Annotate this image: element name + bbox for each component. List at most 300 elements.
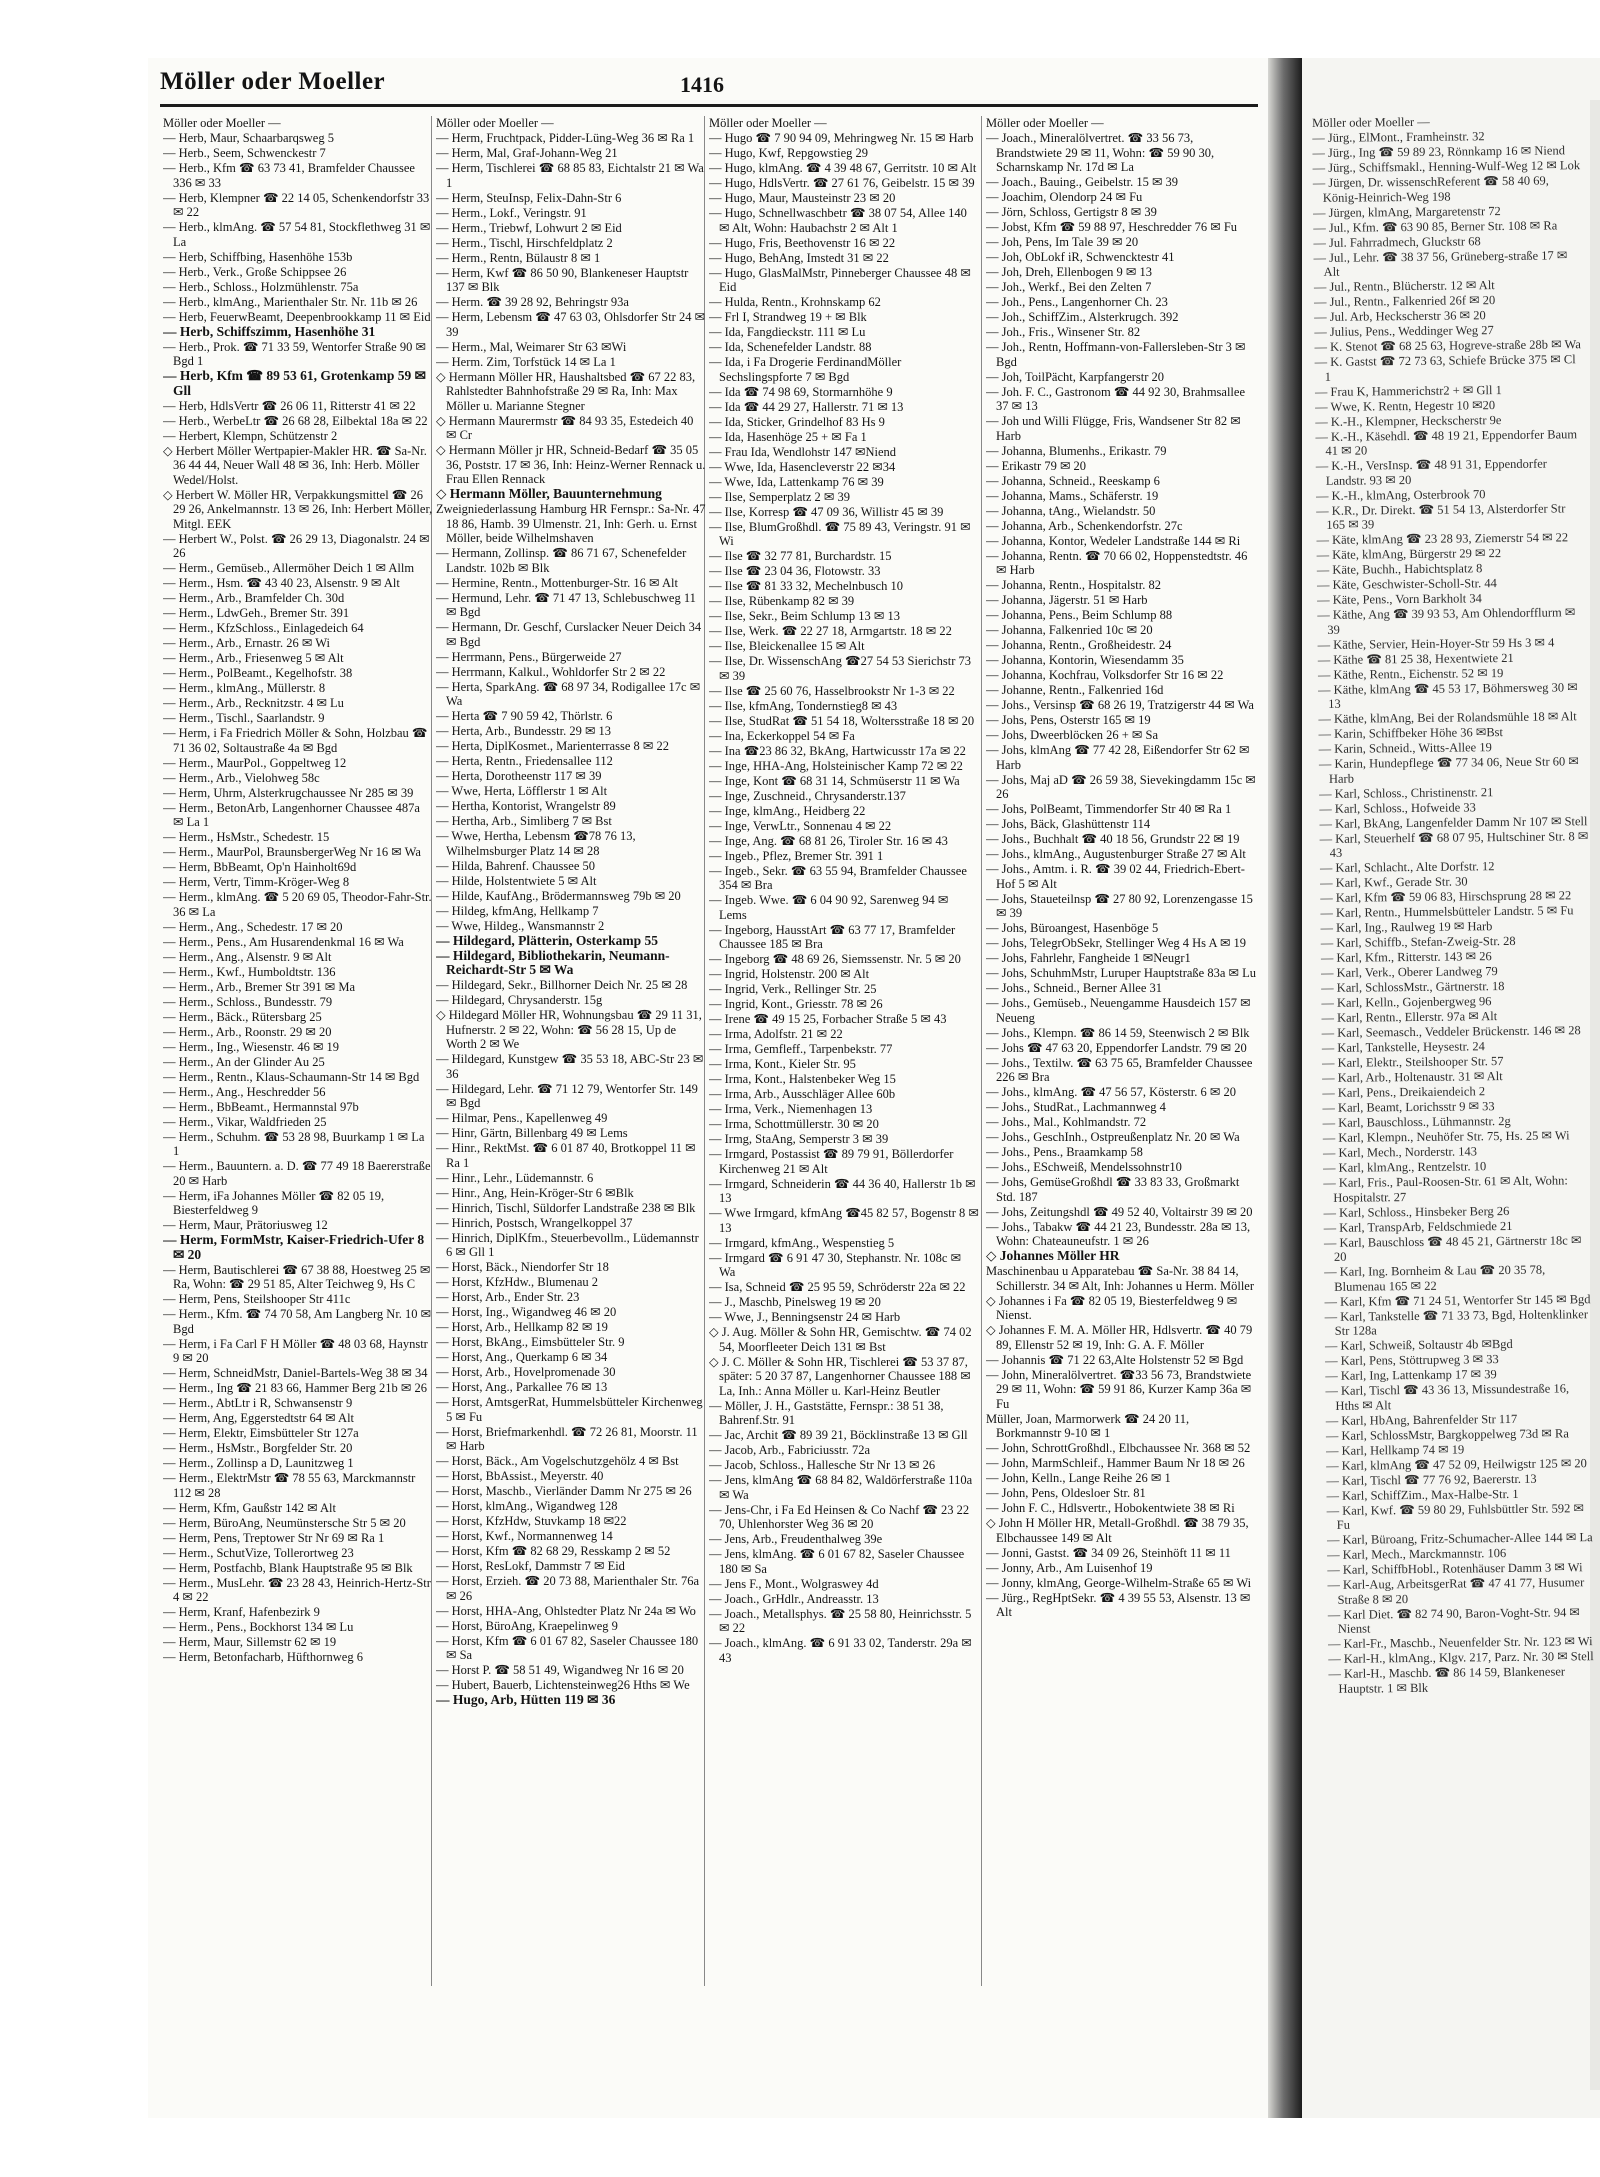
directory-entry: — Johanna, Schneid., Reeskamp 6 [986,473,1160,488]
directory-entry: — Hilde, KaufAng., Brödermannsweg 79b ✉ 20 [436,888,681,903]
directory-entry: — Ilse, BlumGroßhdl. ☎ 75 89 43, Veringstr. 91 ✉ Wi [709,519,971,548]
directory-entry: — Hugo, GlasMalMstr, Pinneberger Chaussee 48 ✉ Eid [709,265,971,294]
directory-entry: — Herm., Arb., Vielohweg 58c [163,770,320,785]
directory-entry: — Herm., KfzSchloss., Einlagedeich 64 [163,621,364,635]
directory-entry: — Herm., Arb., Recknitzstr. 4 ✉ Lu [163,696,344,710]
directory-entry: — Horst, Arb., Ender Str. 23 [436,1290,580,1304]
directory-entry: — Herm, iFa Johannes Möller ☎ 82 05 19, Biesterfeldweg 9 [163,1188,385,1217]
directory-entry: — Ilse ☎ 81 33 32, Mechelnbusch 10 [709,579,904,593]
directory-entry: — Joach., Bauing., Geibelstr. 15 ✉ 39 [986,175,1179,189]
directory-entry: — Johs., StudRat., Lachmannweg 4 [986,1100,1166,1114]
directory-entry: — Johs, Maj aD ☎ 26 59 38, Sievekingdamm 15c ✉ 26 [986,772,1256,801]
directory-entry: — Johs., Buchhalt ☎ 40 18 56, Grundstr 22 ✉ 19 [986,832,1240,846]
directory-entry: — Frau Ida, Wendlohstr 147 ✉Niend [709,444,896,459]
directory-entry: — Ilse ☎ 23 04 36, Flotowstr. 33 [709,564,881,578]
directory-entry: — Karl, Schlacht., Alte Dorfstr. 12 [1319,859,1495,875]
directory-entry: — Irma, Gemfleff., Tarpenbekstr. 77 [709,1042,893,1056]
directory-entry: — Karl, Schloss., Hinsbeker Berg 26 [1323,1203,1510,1220]
directory-entry: — Horst, Ang., Parkallee 76 ✉ 13 [436,1380,608,1394]
directory-entry: — Irmgard, Postassist ☎ 89 79 91, Böllerdorfer Kirchenweg 21 ✉ Alt [709,1147,954,1176]
directory-entry: — Käte, klmAng, Bürgerstr 29 ✉ 22 [1316,546,1502,562]
directory-entry: — Frl I, Strandweg 19 + ✉ Blk [709,310,867,324]
directory-entry: — Herm., klmAng. ☎ 5 20 69 05, Theodor-Fahr-Str. 36 ✉ La [163,890,432,919]
directory-entry: — Jul., Rentn., Blücherstr. 12 ✉ Alt [1313,278,1495,294]
directory-entry: — Karl, Mech., Norderstr. 143 [1322,1144,1478,1160]
directory-entry: — John F. C., Hdlsvertr., Hobokentwiete 38 ✉ Ri [986,1501,1235,1515]
directory-entry: — Jul. Fahrradmech, Gluckstr 68 [1313,233,1481,250]
directory-entry: — Jonni, Gastst. ☎ 34 09 26, Steinhöft 11 ✉ 11 [986,1545,1231,1560]
book-gutter [1268,58,1302,2118]
directory-entry: — Ingeb., Pflez, Bremer Str. 391 1 [709,848,884,863]
directory-entry: — Herb., Seem, Schwenckestr 7 [163,146,326,160]
directory-entry: — Karl, Rentn., Hummelsbütteler Landstr. 5 ✉ Fu [1320,903,1574,920]
directory-entry: — Wwe, Hildeg., Wansmannstr 2 [436,918,605,933]
directory-entry: — Herm., HsMstr., Schedestr. 15 [163,830,330,844]
directory-entry: — J., Maschb, Pinelsweg 19 ✉ 20 [709,1295,881,1309]
directory-entry: — Karl, SchiffbHobl., Rotenhäuser Damm 3 ✉ Wi [1327,1560,1583,1577]
directory-entry: — Karl, Mech., Marckmannstr. 106 [1326,1546,1507,1562]
directory-entry: — Johanna, Falkenried 10c ✉ 20 [986,623,1153,637]
directory-entry: — Horst, Kfm ☎ 6 01 67 82, Saseler Chaussee 180 ✉ Sa [436,1633,699,1662]
directory-entry: — Karl-H., klmAng., Klgv. 217, Parz. Nr. 30 ✉ Stell [1328,1649,1594,1666]
directory-entry: — Herm, Kranf, Hafenbezirk 9 [163,1605,320,1619]
directory-entry: — Karl, Hellkamp 74 ✉ 19 [1325,1441,1465,1458]
directory-entry: — Hildegard, Bibliothekarin, Neumann-Reichardt-Str 5 ✉ Wa [436,947,670,977]
directory-entry: — Horst, Ing., Wigandweg 46 ✉ 20 [436,1305,617,1319]
directory-entry: — Hugo, HdlsVertr. ☎ 27 61 76, Geibelstr. 15 ✉ 39 [709,176,975,190]
directory-entry: — Joachim, Olendorp 24 ✉ Fu [986,190,1143,204]
directory-entry: — Herm, Mal, Graf-Johann-Weg 21 [436,146,618,160]
directory-entry: — Joh und Willi Flügge, Fris, Wandsener Str 82 ✉ Harb [986,414,1241,443]
directory-entry: — Hilmar, Pens., Kapellenweg 49 [436,1111,608,1125]
directory-entry: — Hinr, Gärtn, Billenbarg 49 ✉ Lems [436,1126,628,1140]
directory-entry: — Jens, Arb., Freudenthalweg 39e [709,1532,883,1546]
directory-entry: — Hildegard, Lehr. ☎ 71 12 79, Wentorfer Str. 149 ✉ Bgd [436,1081,698,1110]
directory-entry: — Karl, Kfm ☎ 71 24 51, Wentorfer Str 145 ✉ Bgd [1324,1291,1591,1309]
directory-entry: — Johs., Amtm. i. R. ☎ 39 02 44, Friedrich-Ebert-Hof 5 ✉ Alt [986,862,1245,891]
directory-entry: — Horst, Briefmarkenhdl. ☎ 72 26 81, Moorstr. 11 ✉ Harb [436,1424,698,1453]
directory-entry: — Hinrich, DiplKfm., Steuerbevollm., Lüdemannstr 6 ✉ Gll 1 [436,1230,699,1259]
directory-entry: — Wwe, K. Rentn, Hegestr 10 ✉20 [1314,397,1496,414]
directory-entry: ◇ Johannes i Fa ☎ 82 05 19, Biesterfeldweg 9 ✉ Nienst. [986,1293,1238,1322]
directory-entry: — Horst, KfzHdw., Blumenau 2 [436,1275,599,1289]
directory-entry: — Johs, GemüseGroßhdl ☎ 33 83 33, Großmarkt Std. 187 [986,1175,1240,1204]
directory-entry: — Irmg, StaAng, Semperstr 3 ✉ 39 [709,1132,889,1146]
directory-entry: — Herta, DiplKosmet., Marienterrasse 8 ✉ 22 [436,739,669,753]
directory-entry: — Johs., GeschInh., Ostpreußenplatz Nr. 20 ✉ Wa [986,1130,1240,1144]
directory-entry: — Ilse, Rübenkamp 82 ✉ 39 [709,594,855,608]
directory-entry: — Johs, Bäck, Glashüttenstr 114 [986,817,1151,831]
directory-entry: — Ilse, Werk. ☎ 22 27 18, Armgartstr. 18 ✉ 22 [709,624,952,638]
directory-entry: — Herm., Ing., Wiesenstr. 46 ✉ 19 [163,1039,340,1054]
directory-entry: — Hinrich, Tischl, Süldorfer Landstraße 238 ✉ Blk [436,1200,696,1215]
directory-entry: — Herm., Pens., Bockhorst 134 ✉ Lu [163,1620,354,1634]
directory-entry: — Herm, Lebensm ☎ 47 63 03, Ohlsdorfer Str 24 ✉ 39 [436,310,706,339]
directory-entry: — Herm., Arb., Bremer Str 391 ✉ Ma [163,979,356,994]
directory-entry: — Herm, Kfm, Gaußstr 142 ✉ Alt [163,1500,336,1515]
directory-entry: — Herm, Pens, Steilshooper Str 411c [163,1292,351,1306]
directory-entry: — Karin, Schneid., Witts-Allee 19 [1318,740,1492,756]
directory-entry: — Herm., Rentn, Bülaustr 8 ✉ 1 [436,250,601,265]
directory-entry: — Horst, ResLokf, Dammstr 7 ✉ Eid [436,1559,625,1573]
directory-entry: — Irma, Arb., Ausschläger Allee 60b [709,1087,896,1101]
directory-entry: — Hilde, Holstentwiete 5 ✉ Alt [436,873,597,888]
directory-entry: — Karl, Kwf. ☎ 59 80 29, Fuhlsbüttler Str. 592 ✉ Fu [1326,1500,1584,1532]
directory-entry: — Käthe, Ang ☎ 39 93 53, Am Ohlendorfflurm ✉ 39 [1317,605,1576,637]
header-rule [160,104,1258,107]
directory-entry: — Karl-Fr., Maschb., Neuenfelder Str. Nr. 123 ✉ Wi [1327,1634,1593,1651]
directory-entry: — Hertha, Kontorist, Wrangelstr 89 [436,799,616,813]
directory-entry: — Joh, ObLokf iR, Schwencktestr 41 [986,250,1175,264]
directory-entry: — Karl, Tankstelle, Heysestr. 24 [1321,1039,1485,1055]
directory-entry: — Inge, klmAng., Heidberg 22 [709,803,866,818]
directory-entry: — Herm., Kfm. ☎ 74 70 58, Am Langberg Nr. 10 ✉ Bgd [163,1307,432,1336]
directory-entry: — Horst, BkAng., Eimsbütteler Str. 9 [436,1335,625,1349]
directory-entry: — John, Pens, Oldesloer Str. 81 [986,1486,1146,1500]
directory-entry: — Karl, SchlossMstr, Bargkoppelweg 73d ✉ Ra [1325,1425,1569,1443]
directory-entry: — Karl, Schweiß, Soltaustr 4b ✉Bgd [1324,1336,1513,1353]
directory-entry: — Herm., Mal, Weimarer Str 63 ✉Wi [436,339,627,354]
directory-entry: — Jens-Chr, i Fa Ed Heinsen & Co Nachf ☎ 23 22 70, Uhlenhorster Weg 36 ✉ 20 [709,1502,970,1531]
directory-entry: — Herm, Elektr, Eimsbütteler Str 127a [163,1426,359,1440]
page-number: 1416 [680,72,724,97]
directory-entry: — Ingeborg ☎ 48 69 26, Siemssenstr. Nr. 5 ✉ 20 [709,952,961,966]
directory-entry: — Johs., klmAng., Augustenburger Straße 27 ✉ Alt [986,847,1246,861]
directory-entry: — Joh. F. C., Gastronom ☎ 44 92 30, Brahmsallee 37 ✉ 13 [986,384,1245,413]
directory-entry: — Wwe, Hertha, Lebensm ☎78 76 13, Wilhelmsburger Platz 14 ✉ 28 [436,829,636,858]
directory-entry: — Käthe, klmAng ☎ 45 53 17, Böhmersweg 30 ✉ 13 [1317,679,1578,711]
directory-entry: — Karl, Kfm., Ritterstr. 143 ✉ 26 [1320,949,1492,965]
directory-entry: — Herm, SchneidMstr, Daniel-Bartels-Weg 38 ✉ 34 [163,1366,428,1380]
directory-entry: — Johanna, Mams., Schäferstr. 19 [986,488,1159,503]
directory-entry: — Hermann, Dr. Geschf, Curslacker Neuer Deich 34 ✉ Bgd [436,620,702,649]
directory-entry: — Jul., Kfm. ☎ 63 90 85, Berner Str. 108 ✉ Ra [1313,217,1558,235]
directory-entry: — Ida, Schenefelder Landstr. 88 [709,340,872,354]
directory-entry: — Johanna, Kontor, Wedeler Landstraße 144 ✉ Ri [986,533,1241,548]
directory-entry: — Johanne, Rentn., Falkenried 16d [986,683,1164,697]
directory-entry: — Herm., PolBeamt., Kegelhofstr. 38 [163,666,353,680]
directory-entry: — Herm, FormMstr, Kaiser-Friedrich-Ufer 8 ✉ 20 [163,1232,425,1262]
directory-entry: — Karl, Steuerhelf ☎ 68 07 95, Hultschiner Str. 8 ✉ 43 [1319,828,1589,860]
directory-entry: — Herta, Dorotheenstr 117 ✉ 39 [436,769,602,783]
directory-entry: — Hugo, Fris, Beethovenstr 16 ✉ 22 [709,235,896,250]
page-header [160,64,1260,104]
directory-entry: — Karl, TranspArb, Feldschmiede 21 [1323,1218,1513,1235]
directory-entry: — Herm. Zim, Torfstück 14 ✉ La 1 [436,354,616,369]
directory-entry: — Herb, Schiffbing, Hasenhöhe 153b [163,249,353,264]
directory-entry: — Karl, Schiffb., Stefan-Zweig-Str. 28 [1320,933,1516,950]
directory-entry: — Johs, Fahrlehr, Fangheide 1 ✉Neugr1 [986,951,1191,965]
directory-entry: — Karl-H., Maschb. ☎ 86 14 59, Blankeneser Hauptstr. 1 ✉ Blk [1328,1664,1566,1696]
directory-entry: — John, MarmSchleif., Hammer Baum Nr 18 ✉ 26 [986,1456,1245,1470]
directory-entry: — Karl-Aug, ArbeitsgerRat ☎ 47 41 77, Husumer Straße 8 ✉ 20 [1327,1575,1585,1607]
directory-entry: — Herb., Prok. ☎ 71 33 59, Wentorfer Straße 90 ✉ Bgd 1 [163,339,426,368]
directory-entry: — Herm., Schloss., Bundesstr. 79 [163,994,333,1009]
directory-entry: — Johanna, Arb., Schenkendorfstr. 27c [986,518,1183,533]
directory-entry: — Herb, Schiffszimm, Hasenhöhe 31 [163,323,376,339]
directory-entry: — Herb, Kfm ☎ 89 53 61, Grotenkamp 59 ✉ Gll [163,368,426,398]
directory-entry: ◇ J. C. Möller & Sohn HR, Tischlerei ☎ 53 37 87, später: 5 20 37 87, Langenhorner Chaussee 188 ✉ La, Inh.: Anna Möller u. Karl-Heinz Beutler [709,1354,971,1398]
directory-entry: — Hugo, klmAng. ☎ 4 39 48 67, Gerritstr. 10 ✉ Alt [709,161,977,175]
directory-entry: — Irma, Kont., Halstenbeker Weg 15 [709,1072,896,1086]
directory-entry: — Joh., Pens., Langenhorner Ch. 23 [986,295,1168,309]
directory-entry: — Herm., Arb., Roonstr. 29 ✉ 20 [163,1024,332,1039]
directory-entry: — Hinr., RektMst. ☎ 6 01 87 40, Brotkoppel 11 ✉ Ra 1 [436,1141,696,1170]
directory-entry: — Hildeg, kfmAng, Hellkamp 7 [436,903,599,918]
directory-entry: — Johanna, Blumenhs., Erikastr. 79 [986,443,1167,458]
directory-entry: — Herm, Postfachb, Blank Hauptstraße 95 ✉ Blk [163,1560,413,1575]
directory-entry: — Herm., MaurPol, BraunsbergerWeg Nr 16 ✉ Wa [163,845,421,859]
directory-entry: — Jürg., RegHptSekr. ☎ 4 39 55 53, Alsenstr. 13 ✉ Alt [986,1590,1251,1619]
directory-entry: — Käthe, klmAng, Bei der Rolandsmühle 18 ✉ Alt [1318,709,1577,726]
directory-entry: — Herm., MaurPol., Goppeltweg 12 [163,755,347,770]
directory-column-2 [436,116,706,2106]
directory-entry: — Hildegard, Sekr., Billhorner Deich Nr. 25 ✉ 28 [436,978,688,992]
directory-entry: ◇ J. Aug. Möller & Sohn HR, Gemischtw. ☎ 74 02 54, Moorfleeter Deich 131 ✉ Bst [709,1325,972,1354]
directory-entry: — Hinr., Ang, Hein-Kröger-Str 6 ✉Blk [436,1185,634,1200]
directory-entry: — Horst, Kfm ☎ 82 68 29, Resskamp 2 ✉ 52 [436,1544,671,1558]
directory-entry: — Horst, Erzieh. ☎ 20 73 88, Marienthaler Str. 76a ✉ 26 [436,1574,700,1603]
directory-entry: — Karl, Kfm ☎ 59 06 83, Hirschsprung 28 ✉ 22 [1320,888,1572,905]
directory-entry: — Horst, HHA-Ang, Ohlstedter Platz Nr 24a ✉ Wo [436,1603,696,1618]
directory-entry: — Jul., Lehr. ☎ 38 37 56, Grüneberg-straße 17 ✉ Alt [1313,247,1568,279]
directory-entry: — Joh., Fris., Winsener Str. 82 [986,325,1141,339]
directory-entry: ◇ John H Möller HR, Metall-Großhdl. ☎ 38 79 35, Elbchaussee 149 ✉ Alt [986,1516,1249,1545]
directory-entry: — Joh., SchiffZim., Alsterkrugch. 392 [986,310,1179,324]
directory-entry: Möller oder Moeller — [1312,114,1430,130]
directory-entry: — Joach., Mineralölvertret. ☎ 33 56 73, Brandstwiete 29 ✉ 11, Wohn: ☎ 59 90 30, Scharnskamp Nr. 17d ✉ La [986,131,1215,174]
directory-entry: — Karl, BkAng, Langenfelder Damm Nr 107 ✉ Stell [1319,813,1588,831]
directory-entry: — Hildegard, Plätterin, Osterkamp 55 [436,932,658,948]
directory-entry: — Karl, Seemasch., Veddeler Brückenstr. 146 ✉ 28 [1321,1023,1581,1040]
directory-entry: — K.-H., Klempner, Heckscherstr 9e [1315,412,1502,429]
directory-entry: — Herm., Vikar, Waldfrieden 25 [163,1114,327,1129]
directory-entry: — Herrmann, Kalkul., Wohldorfer Str 2 ✉ 22 [436,664,666,679]
directory-entry: — Horst P. ☎ 58 51 49, Wigandweg Nr 16 ✉ 20 [436,1663,684,1677]
directory-entry: — Herm., SchutVize, Tollerortweg 23 [163,1545,354,1560]
directory-entry: — Hugo, Arb, Hütten 119 ✉ 36 [436,1692,616,1707]
directory-entry: — Ilse, Dr. WissenschAng ☎27 54 53 Sierichstr 73 ✉ 39 [709,654,972,683]
directory-entry: ◇ Hermann Möller, Bauunternehmung [436,486,662,501]
directory-entry: — Herm, Maur, Sillemstr 62 ✉ 19 [163,1635,337,1649]
directory-entry: — Johanna, Jägerstr. 51 ✉ Harb [986,593,1148,607]
directory-entry: — Johs., Klempn. ☎ 86 14 59, Steenwisch 2 ✉ Blk [986,1025,1250,1040]
directory-entry: — Horst, Ang., Querkamp 6 ✉ 34 [436,1350,608,1364]
directory-entry: — Herm., Tischl, Hirschfeldplatz 2 [436,235,613,250]
directory-entry: ◇ Hildegard Möller HR, Wohnungsbau ☎ 29 11 31, Hufnerstr. 2 ✉ 22, Wohn: ☎ 56 28 15, Up de Worth 2 ✉ We [436,1008,702,1051]
directory-entry: — Karl, Schloss., Hofweide 33 [1319,799,1476,816]
directory-entry: — Herm., Arb., Friesenweg 5 ✉ Alt [163,651,344,665]
directory-entry: — Isa, Schneid ☎ 25 95 59, Schröderstr 22a ✉ 22 [709,1280,966,1294]
directory-entry: — Ingrid, Holstenstr. 200 ✉ Alt [709,967,870,981]
directory-entry: — Herm., BbBeamt., Hermannstal 97b [163,1099,359,1114]
directory-entry: — Herm., Arb., Bramfelder Ch. 30d [163,591,345,605]
directory-entry: — Ingrid, Verk., Rellinger Str. 25 [709,982,877,996]
directory-entry: — Julius, Pens., Weddinger Weg 27 [1314,323,1494,339]
directory-entry: Möller oder Moeller — [163,116,281,130]
directory-entry: — Herb, HdlsVertr ☎ 26 06 11, Ritterstr 41 ✉ 22 [163,398,416,413]
directory-entry: — Ingrid, Kont., Griesstr. 78 ✉ 26 [709,997,883,1011]
directory-entry: — Jürgen, klmAng, Margaretenstr 72 [1312,203,1501,220]
directory-entry: — Hugo ☎ 7 90 94 09, Mehringweg Nr. 15 ✉ Harb [709,131,974,145]
directory-entry: — Hugo, Kwf, Repgowstieg 29 [709,146,869,160]
right-page-column [1312,113,1600,2106]
directory-entry: — Karl, Pens., Dreikaiendeich 2 [1322,1084,1486,1100]
directory-entry: — Herbert, Klempn, Schützenstr 2 [163,428,338,443]
directory-entry: — Ilse ☎ 25 60 76, Hasselbrookstr Nr 1-3 ✉ 22 [709,683,955,698]
directory-entry: — K.R., Dr. Direkt. ☎ 51 54 13, Alsterdorfer Str 165 ✉ 39 [1316,500,1566,532]
directory-entry: — Karl, Verk., Oberer Landweg 79 [1320,964,1498,980]
directory-entry: — Joh., Rentn, Hoffmann-von-Fallersleben-Str 3 ✉ Bgd [986,340,1246,369]
directory-entry: — Horst, AmtsgerRat, Hummelsbütteler Kirchenweg 5 ✉ Fu [436,1395,703,1424]
directory-entry: — Joh., Werkf., Bei den Zelten 7 [986,280,1152,294]
directory-entry: — Karl, Rentn., Ellerstr. 97a ✉ Alt [1321,1009,1498,1025]
directory-entry: — Horst, Bäck., Niendorfer Str 18 [436,1260,609,1274]
directory-entry: ◇ Johannes Möller HR [986,1248,1120,1263]
directory-entry: — Johs., Versinsp ☎ 68 26 19, Tratzigerstr 44 ✉ Wa [986,698,1254,712]
directory-entry: — Irma, Verk., Niemenhagen 13 [709,1102,873,1116]
directory-entry: — Herm, SteuInsp, Felix-Dahn-Str 6 [436,190,622,205]
directory-entry: — Karl Diet. ☎ 82 74 90, Baron-Voght-Str. 94 ✉ Nienst [1327,1604,1580,1636]
directory-entry: — Herm., Gemüseb., Allermöher Deich 1 ✉ Allm [163,561,415,575]
directory-entry: — Käte, klmAng ☎ 23 28 93, Ziemerstr 54 ✉ 22 [1316,530,1569,547]
directory-entry: — Herm., Pens., Am Husarendenkmal 16 ✉ Wa [163,934,404,949]
directory-entry: — Karl, HbAng, Bahrenfelder Str 117 [1325,1411,1518,1428]
directory-entry: — Hugo, Schnellwaschbetr ☎ 38 07 54, Allee 140 ✉ Alt, Wohn: Haubachstr 2 ✉ Alt 1 [709,206,967,235]
directory-entry: — Wwe Irmgard, kfmAng ☎45 82 57, Bogenstr 8 ✉ 13 [709,1206,979,1235]
directory-entry: — Hinr., Lehr., Lüdemannstr. 6 [436,1170,594,1185]
directory-entry: — Johs., Schneid., Berner Allee 31 [986,981,1163,995]
directory-entry: — Ingeb. Wwe. ☎ 6 04 90 92, Sarenweg 94 ✉ Lems [709,893,949,922]
directory-entry: — Karl, klmAng ☎ 47 52 09, Heilwigstr 125 ✉ 20 [1326,1455,1587,1473]
directory-entry: — Herb, FeuerwBeamt, Deepenbrookkamp 11 ✉ Eid [163,309,431,324]
directory-entry: — Johs, Büroangest, Hasenböge 5 [986,921,1159,935]
directory-entry: — Herm, Tischlerei ☎ 68 85 83, Eichtalstr 21 ✉ Wa 1 [436,161,704,190]
directory-entry: — Karl, Ing. Bornheim & Lau ☎ 20 35 78, Blumenau 165 ✉ 22 [1324,1262,1546,1294]
directory-entry: — Herrmann, Pens., Bürgerweide 27 [436,649,622,664]
directory-entry: — Karl, Tischl ☎ 77 76 92, Baererstr. 13 [1326,1471,1537,1488]
directory-entry: — Karl, Bauschloss., Lühmannstr. 2g [1322,1113,1511,1130]
directory-entry: — Johanna, Pens., Beim Schlump 88 [986,608,1173,622]
directory-entry: — Käthe, Servier, Hein-Hoyer-Str 59 Hs 3 ✉ 4 [1317,634,1555,652]
directory-entry: — Hubert, Bauerb, Lichtensteinweg26 Hths ✉ We [436,1678,690,1692]
directory-entry: — Wwe, Herta, Löfflerstr 1 ✉ Alt [436,784,608,798]
directory-entry: — Jens, klmAng ☎ 68 84 82, Waldörferstraße 110a ✉ Wa [709,1473,973,1502]
directory-entry: — Horst, Bäck., Am Vogelschutzgehölz 4 ✉ Bst [436,1454,679,1468]
directory-entry: — Karl, klmAng., Rentzelstr. 10 [1322,1159,1487,1175]
directory-entry: — Joach., klmAng. ☎ 6 91 33 02, Tanderstr. 29a ✉ 43 [709,1636,972,1665]
directory-entry: — Johs., klmAng. ☎ 47 56 57, Kösterstr. 6 ✉ 20 [986,1085,1237,1099]
directory-entry: — Johs., Mal., Kohlmandstr. 72 [986,1115,1147,1129]
directory-entry: — Jonny, klmAng, George-Wilhelm-Straße 65 ✉ Wi [986,1575,1252,1590]
directory-entry: — Karl, SchlossMstr., Gärtnerstr. 18 [1321,979,1505,995]
directory-entry: — Horst, Arb., Hovelpromenade 30 [436,1365,616,1379]
directory-entry: — Joach., Metallsphys. ☎ 25 58 80, Heinrichsstr. 5 ✉ 22 [709,1606,972,1635]
directory-column-3 [709,116,979,2106]
directory-entry: — Karl, Tischl ☎ 43 36 13, Missundestraße 16, Hths ✉ Alt [1325,1381,1570,1413]
directory-entry: — Herm., Rentn., Klaus-Schaumann-Str 14 ✉ Bgd [163,1069,420,1084]
directory-entry: — Herm., BetonArb, Langenhorner Chaussee 487a ✉ La 1 [163,800,420,829]
directory-entry: — Ida, Hasenhöge 25 + ✉ Fa 1 [709,429,867,444]
directory-entry: — Herb., klmAng. ☎ 57 54 81, Stockflethweg 31 ✉ La [163,220,431,249]
directory-entry: — Johs., Gemüseb., Neuengamme Hausdeich 157 ✉ Neueng [986,996,1251,1025]
directory-entry: — Inge, Ang. ☎ 68 81 26, Tiroler Str. 16 ✉ 43 [709,833,948,848]
directory-entry: — Karl, Elektr., Steilshooper Str. 57 [1321,1054,1504,1070]
directory-entry: — Herm., An der Glinder Au 25 [163,1054,325,1069]
directory-entry: — Ida, Sticker, Grindelhof 83 Hs 9 [709,414,885,429]
directory-entry: — Ilse, Korresp ☎ 47 09 36, Willistr 45 ✉ 39 [709,504,944,519]
directory-entry: — Herm., Kwf., Humboldtstr. 136 [163,964,336,979]
directory-entry: — Ingeb., Sekr. ☎ 63 55 94, Bramfelder Chaussee 354 ✉ Bra [709,863,967,892]
directory-entry: — Karl, Ing, Lattenkamp 17 ✉ 39 [1325,1367,1497,1383]
directory-entry: ◇ Herbert Möller Wertpapier-Makler HR. ☎ Sa-Nr. 36 44 44, Neuer Wall 48 ✉ 36, Inh: Herb. Möller Wedel/Holst. [163,443,427,487]
directory-entry: — Karl, Beamt, Lorichsstr 9 ✉ 33 [1322,1099,1495,1115]
directory-entry: — Herm., MusLehr. ☎ 23 28 43, Heinrich-Hertz-Str 4 ✉ 22 [163,1575,431,1604]
directory-entry: ◇ Herbert W. Möller HR, Verpakkungsmittel ☎ 26 29 26, Ankelmannstr. 13 ✉ 26, Inh: Herbert Möller, Mitgl. EEK [163,487,433,531]
directory-entry: — Ida, Fangdieckstr. 111 ✉ Lu [709,325,866,339]
directory-entry: — Joh, Dreh, Ellenbogen 9 ✉ 13 [986,265,1153,279]
directory-entry: — Horst, BüroAng, Kraepelinweg 9 [436,1618,618,1633]
running-head: Möller oder Moeller [160,68,386,95]
directory-entry: — Jens, klmAng. ☎ 6 01 67 82, Saseler Chaussee 180 ✉ Sa [709,1547,965,1576]
directory-entry: — Irmgard, kfmAng., Wespenstieg 5 [709,1235,895,1250]
directory-entry: — Karin, Schiffbeker Höhe 36 ✉Bst [1318,725,1504,741]
directory-entry: — Jobst, Kfm ☎ 59 88 97, Heschredder 76 ✉ Fu [986,220,1238,234]
directory-entry: — Herm., Ang., Alsenstr. 9 ✉ Alt [163,949,332,964]
directory-entry: — Käte, Pens., Vorn Barkholt 34 [1316,591,1482,607]
directory-entry: — Herta, Arb., Bundesstr. 29 ✉ 13 [436,724,612,738]
directory-entry: — Herm, Ang, Eggerstedtstr 64 ✉ Alt [163,1411,355,1425]
directory-entry: — Karl, Büroang, Fritz-Schumacher-Allee 144 ✉ La [1326,1530,1593,1547]
directory-entry: — Johs, Zeitungshdl ☎ 49 52 40, Voltairstr 39 ✉ 20 [986,1204,1253,1219]
directory-entry: — Jörn, Schloss, Gertigstr 8 ✉ 39 [986,205,1157,219]
directory-entry: ◇ Hermann Maurermstr ☎ 84 93 35, Estedeich 40 ✉ Cr [436,413,694,442]
directory-entry: — Johs, SchuhmMstr, Luruper Hauptstraße 83a ✉ Lu [986,966,1256,980]
directory-entry: — Herb., Schloss., Holzmühlenstr. 75a [163,279,359,294]
directory-entry: — Karl, Pens, Stöttrupweg 3 ✉ 33 [1324,1352,1499,1368]
directory-entry: — Ingeborg, HausstArt ☎ 63 77 17, Bramfelder Chaussee 185 ✉ Bra [709,922,956,951]
directory-entry: — Herm, Uhrm, Alsterkrugchaussee Nr 285 ✉ 39 [163,785,414,800]
directory-entry: — Käte, Geschwister-Scholl-Str. 44 [1316,576,1497,592]
directory-entry: Zweigniederlassung Hamburg HR Fernspr.: Sa-Nr. 47 18 86, Hamb. 39 Ulmenstr. 21, Inh: Gerh. u. Ernst Möller, beide Wilhelmshaven [436,502,706,545]
directory-entry: — Hildegard, Chrysanderstr. 15g [436,993,603,1007]
directory-entry: — Karl, SchiffZim., Max-Halbe-Str. 1 [1326,1486,1519,1503]
directory-entry: — Ilse, StudRat ☎ 51 54 18, Woltersstraße 18 ✉ 20 [709,713,975,728]
directory-entry: — Irma, Kont., Kieler Str. 95 [709,1057,856,1071]
directory-entry: — Herb., Verk., Große Schippsee 26 [163,264,347,279]
directory-entry: — Herm., ElektrMstr ☎ 78 55 63, Marckmannstr 112 ✉ 28 [163,1471,416,1500]
directory-entry: — Ilse, Semperplatz 2 ✉ 39 [709,489,850,504]
directory-entry: Möller oder Moeller — [986,116,1104,130]
directory-entry: — Ina, Eckerkoppel 54 ✉ Fa [709,728,855,743]
directory-column-1 [163,116,433,2106]
directory-entry: — Joh, Pens, Im Tale 39 ✉ 20 [986,235,1139,249]
directory-entry: — Hermund, Lehr. ☎ 71 47 13, Schlebuschweg 11 ✉ Bgd [436,590,696,619]
directory-entry: — Johs, TelegrObSekr, Stellinger Weg 4 Hs A ✉ 19 [986,936,1247,950]
directory-entry: — Karl, Bauschloss ☎ 48 45 21, Gärtnerstr 18c ✉ 20 [1323,1232,1582,1264]
directory-entry: — Jürg., Schiffsmakl., Henning-Wulf-Weg 12 ✉ Lok [1312,158,1581,175]
directory-entry: — Johs., Pens., Braamkamp 58 [986,1145,1143,1159]
directory-entry: — Herm, i Fa Carl F H Möller ☎ 48 03 68, Haynstr 9 ✉ 20 [163,1336,428,1365]
directory-entry: — Erikastr 79 ✉ 20 [986,458,1087,473]
directory-entry: — Hugo, BehAng, Imstedt 31 ✉ 22 [709,250,889,265]
directory-entry: — Herm, Betonfacharb, Hüfthornweg 6 [163,1650,363,1664]
directory-entry: — K.-H., Käsehdl. ☎ 48 19 21, Eppendorfer Baum 41 ✉ 20 [1315,426,1578,458]
directory-entry: — Karl, Fris., Paul-Roosen-Str. 61 ✉ Alt, Wohn: Hospitalstr. 27 [1323,1173,1568,1205]
directory-entry: — Herm., AbtLtr i R, Schwansenstr 9 [163,1396,353,1410]
directory-entry: — Herm, BbBeamt, Op'n Hainholt69d [163,860,357,874]
directory-entry: — Hermann, Zollinsp. ☎ 86 71 67, Schenefelder Landstr. 102b ✉ Blk [436,546,687,575]
